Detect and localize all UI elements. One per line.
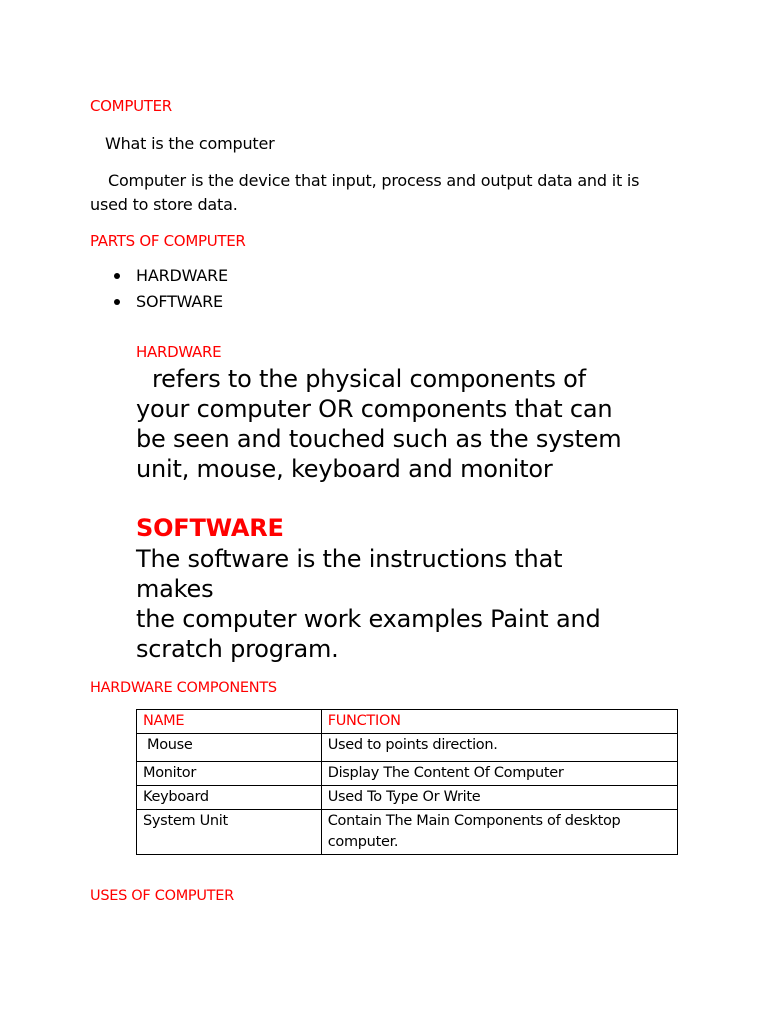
table-cell-name: Monitor — [137, 762, 322, 786]
table-cell-function: Contain The Main Components of desktop computer. — [321, 810, 677, 855]
table-cell-name: System Unit — [137, 810, 322, 855]
table-row — [137, 734, 678, 762]
list-item-label: HARDWARE — [136, 266, 228, 285]
software-line: makes — [136, 575, 214, 603]
list-item-label: SOFTWARE — [136, 292, 223, 311]
heading-hardware-components: HARDWARE COMPONENTS — [90, 680, 277, 696]
table-row — [137, 786, 678, 810]
definition-paragraph — [90, 169, 710, 217]
heading-parts-of-computer: PARTS OF COMPUTER — [90, 232, 246, 250]
heading-computer: COMPUTER — [90, 97, 172, 115]
table-cell-function: Display The Content Of Computer — [321, 762, 677, 786]
definition-line-2: used to store data. — [90, 195, 238, 214]
software-line: The software is the instructions that — [136, 545, 563, 573]
software-line: the computer work examples Paint and — [136, 605, 601, 633]
software-line: scratch program. — [136, 635, 339, 663]
hardware-line: be seen and touched such as the system — [136, 425, 622, 453]
table-header-function: FUNCTION — [321, 710, 677, 734]
heading-uses-of-computer: USES OF COMPUTER — [90, 888, 234, 904]
table-cell-function: Used to points direction. — [321, 734, 677, 762]
table-header-row — [137, 710, 678, 734]
question-text: What is the computer — [105, 134, 275, 153]
hardware-line: refers to the physical components of — [152, 365, 586, 393]
hardware-line: unit, mouse, keyboard and monitor — [136, 455, 553, 483]
table-cell-name: Keyboard — [137, 786, 322, 810]
heading-software: SOFTWARE — [136, 514, 284, 542]
definition-line-1: Computer is the device that input, process and output data and it is — [108, 171, 640, 190]
bullet-icon — [114, 273, 120, 279]
list-item — [136, 289, 228, 315]
parts-list — [136, 263, 228, 315]
table-row — [137, 762, 678, 786]
heading-hardware: HARDWARE — [136, 343, 222, 361]
hardware-line: your computer OR components that can — [136, 395, 613, 423]
table-row — [137, 810, 678, 855]
hardware-paragraph — [136, 364, 736, 484]
hardware-components-table — [136, 709, 678, 855]
table-cell-name: Mouse — [137, 734, 322, 762]
table-cell-function: Used To Type Or Write — [321, 786, 677, 810]
software-paragraph — [136, 544, 736, 664]
bullet-icon — [114, 299, 120, 305]
table-header-name: NAME — [137, 710, 322, 734]
list-item — [136, 263, 228, 289]
